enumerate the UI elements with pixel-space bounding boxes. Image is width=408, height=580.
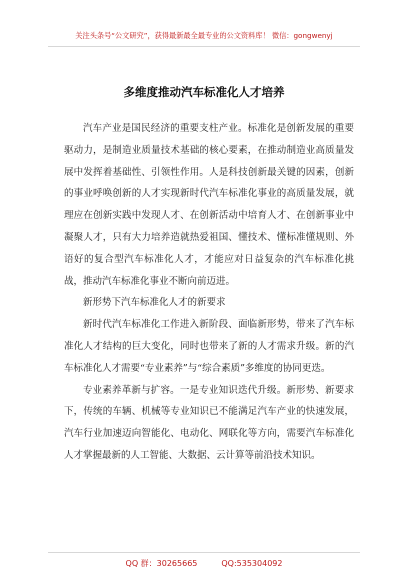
footer-qq: QQ:535304092 xyxy=(221,559,283,568)
footer-divider xyxy=(48,552,360,553)
header-promo-note: 关注头条号“公文研究”，获得最新最全最专业的公文资料库！ 微信：gongwenyj xyxy=(75,31,333,40)
document-body xyxy=(64,118,354,536)
footer-contact xyxy=(0,559,408,569)
footer-qq-group: QQ 群：30265665 xyxy=(125,559,198,568)
section-heading: 新形势下汽车标准化人才的新要求 xyxy=(83,297,226,309)
body-paragraph: 新时代汽车标准化工作进入新阶段、面临新形势，带来了汽车标准化人才结构的巨大变化，同时也带来了新的人才需求升级。新的汽车标准化人才需要“专业素养”与“综合素质”多维度的协同更迭。 xyxy=(64,319,354,374)
document-title: 多维度推动汽车标准化人才培养 xyxy=(123,85,285,99)
body-paragraph: 专业素养革新与扩容。一是专业知识迭代升级。新形势、新要求下，传统的车辆、机械等专业知识已不能满足汽车产业的快速发展，汽车行业加速迈向智能化、电动化、网联化等方向，需要汽车标准化人才掌握最新的人工智能、大数据、云计算等前沿技术知识。 xyxy=(64,384,354,461)
header-divider xyxy=(48,46,360,47)
body-paragraph: 汽车产业是国民经济的重要支柱产业。标准化是创新发展的重要驱动力，是制造业质量技术基础的核心要素，在推动制造业高质量发展中发挥着基础性、引领性作用。人是科技创新最关键的因素，创新的事业呼唤创新的人才实现新时代汽车标准化事业的高质量发展，就理应在创新实践中发现人才、在创新活动中培育人才、在创新事业中凝聚人才，只有大力培养造就热爱祖国、懂技术、懂标准懂规则、外语好的复合型汽车标准化人才，才能应对日益复杂的汽车标准化挑战，推动汽车标准化事业不断向前迈进。 xyxy=(64,123,354,287)
